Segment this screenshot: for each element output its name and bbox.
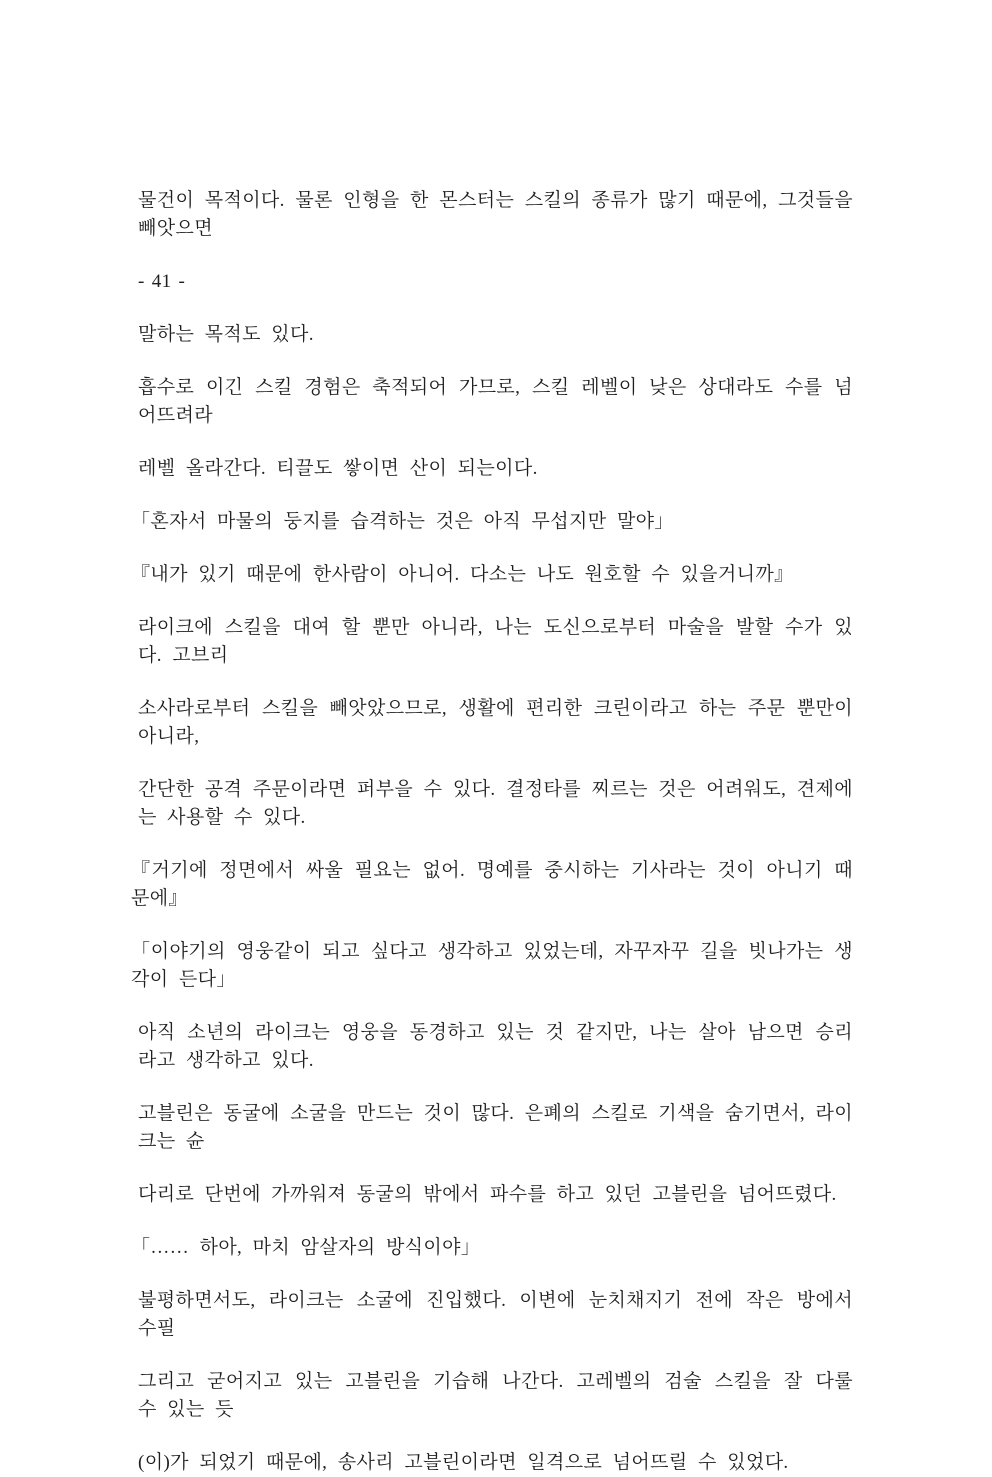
paragraph-1: 물건이 목적이다. 물론 인형을 한 몬스터는 스킬의 종류가 많기 때문에, 그것들을 빼앗으면 bbox=[138, 190, 853, 239]
paragraph-17: 불평하면서도, 라이크는 소굴에 진입했다. 이변에 눈치채지기 전에 작은 방에서 수필 bbox=[138, 1290, 853, 1339]
paragraph-12: 「이야기의 영웅같이 되고 싶다고 생각하고 있었는데, 자꾸자꾸 길을 빗나가는 생각이 든다」 bbox=[131, 941, 853, 990]
paragraph-6: 「혼자서 마물의 둥지를 습격하는 것은 아직 무섭지만 말야」 bbox=[131, 511, 674, 532]
paragraph-16: 「…… 하아, 마치 암살자의 방식이야」 bbox=[131, 1237, 481, 1258]
paragraph-9: 소사라로부터 스킬을 빼앗았으므로, 생활에 편리한 크린이라고 하는 주문 뿐만이 아니라, bbox=[138, 698, 853, 747]
paragraph-15: 다리로 단번에 가까워져 동굴의 밖에서 파수를 하고 있던 고블린을 넘어뜨렸다. bbox=[138, 1184, 837, 1205]
paragraph-4: 흡수로 이긴 스킬 경험은 축적되어 가므로, 스킬 레벨이 낮은 상대라도 수를 넘어뜨려라 bbox=[138, 377, 853, 426]
paragraph-19: (이)가 되었기 때문에, 송사리 고블린이라면 일격으로 넘어뜨릴 수 있었다. bbox=[138, 1452, 789, 1473]
paragraph-3: 말하는 목적도 있다. bbox=[138, 324, 314, 345]
paragraph-8: 라이크에 스킬을 대여 할 뿐만 아니라, 나는 도신으로부터 마술을 발할 수가 있다. 고브리 bbox=[138, 617, 853, 666]
paragraph-11: 『거기에 정면에서 싸울 필요는 없어. 명예를 중시하는 기사라는 것이 아니기 때문에』 bbox=[131, 860, 853, 909]
paragraph-7: 『내가 있기 때문에 한사람이 아니어. 다소는 나도 원호할 수 있을거니까』 bbox=[131, 564, 794, 585]
paragraph-5: 레벨 올라간다. 티끌도 쌓이면 산이 되는이다. bbox=[138, 458, 538, 479]
text-block bbox=[131, 187, 853, 1477]
paragraph-10: 간단한 공격 주문이라면 퍼부을 수 있다. 결정타를 찌르는 것은 어려워도, 견제에는 사용할 수 있다. bbox=[138, 779, 853, 828]
paragraph-14: 고블린은 동굴에 소굴을 만드는 것이 많다. 은폐의 스킬로 기색을 숨기면서, 라이크는 슌 bbox=[138, 1103, 853, 1152]
paragraph-18: 그리고 굳어지고 있는 고블린을 기습해 나간다. 고레벨의 검술 스킬을 잘 다룰 수 있는 듯 bbox=[138, 1371, 853, 1420]
page-number: - 41 - bbox=[138, 271, 186, 292]
paragraph-13: 아직 소년의 라이크는 영웅을 동경하고 있는 것 같지만, 나는 살아 남으면 승리라고 생각하고 있다. bbox=[138, 1022, 853, 1071]
